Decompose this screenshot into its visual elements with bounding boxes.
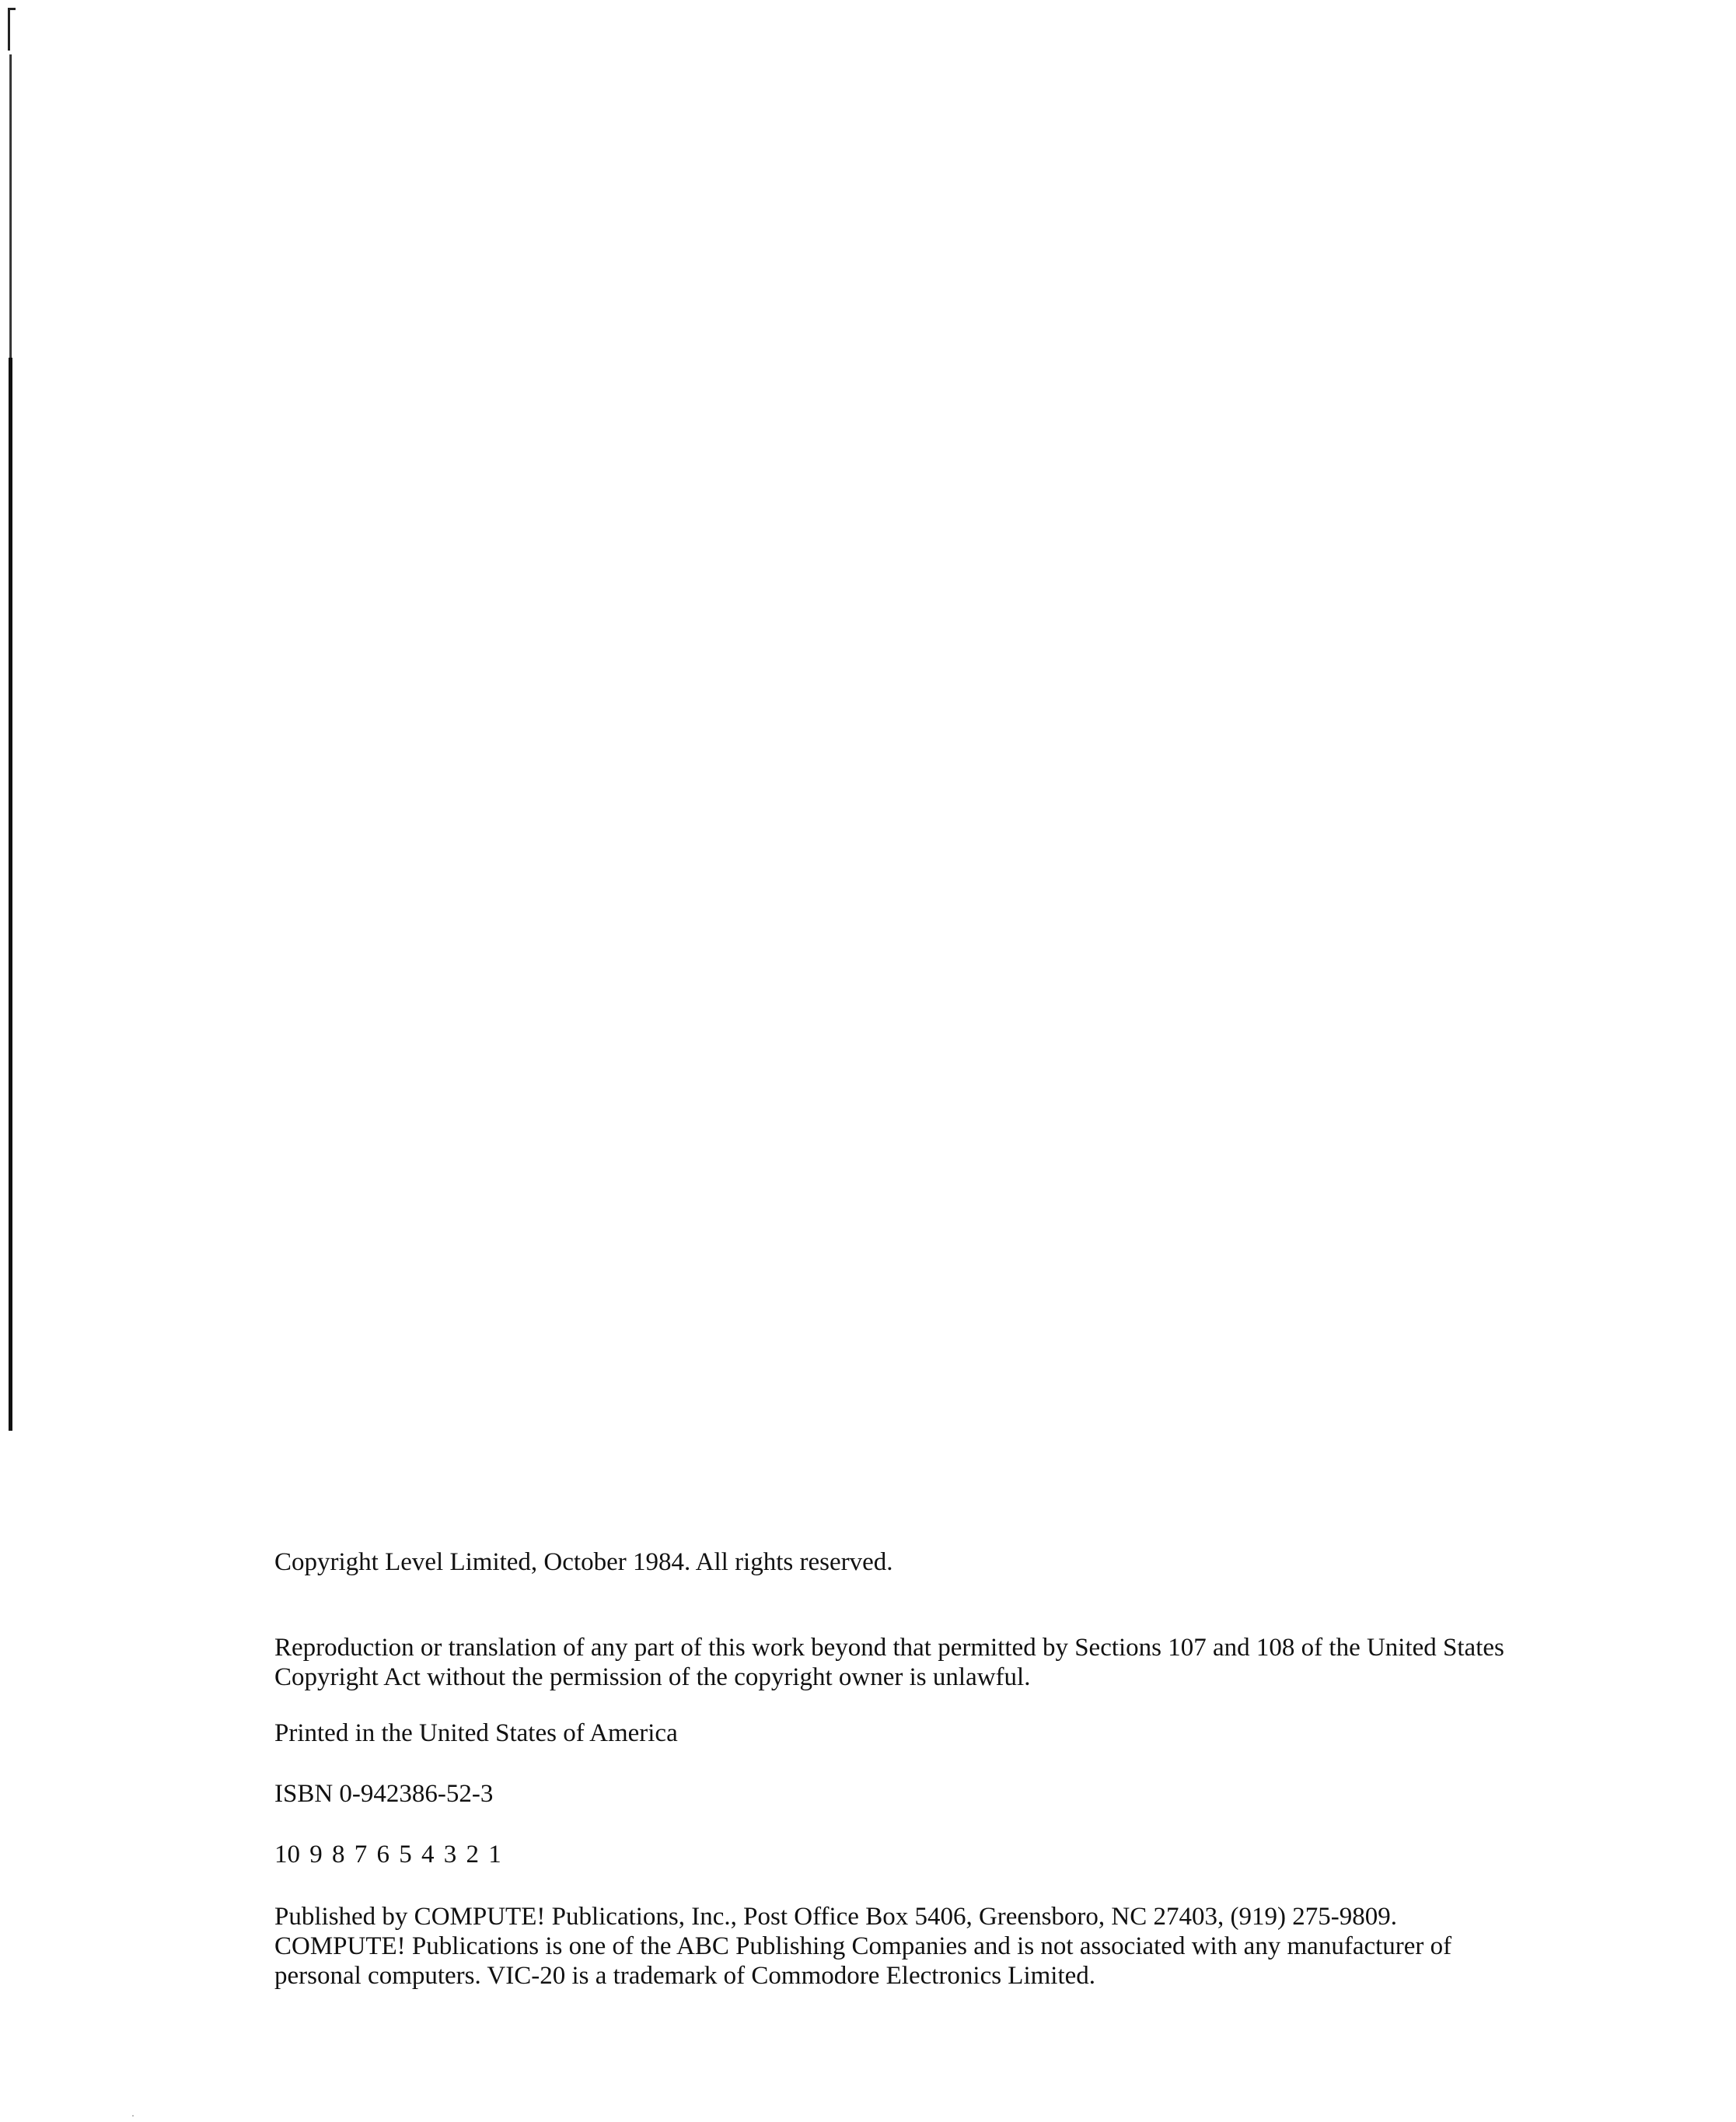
printing-number-line: 10 9 8 7 6 5 4 3 2 1 <box>274 1841 501 1869</box>
copyright-statement: Copyright Level Limited, October 1984. All rights reserved. <box>274 1548 893 1576</box>
reproduction-notice: Reproduction or translation of any part of this work beyond that permitted by Sections 107 and 108 of the United States Copyright Act without the permission of the copyright owner is unlawful. <box>274 1634 1504 1691</box>
scan-speck <box>132 2115 134 2117</box>
isbn: ISBN 0-942386-52-3 <box>274 1780 494 1808</box>
binding-edge-top <box>8 8 10 51</box>
publisher-notice: Published by COMPUTE! Publications, Inc., Post Office Box 5406, Greensboro, NC 27403, (919) 275-9809. COMPUTE! Publications is one of the ABC Publishing Companies and is not associated with any manufacturer of personal computers. VIC-20 is a trademark of Commodore Electronics Limited. <box>274 1903 1452 1990</box>
binding-edge-shadow <box>9 358 12 1431</box>
printed-in-statement: Printed in the United States of America <box>274 1719 678 1747</box>
